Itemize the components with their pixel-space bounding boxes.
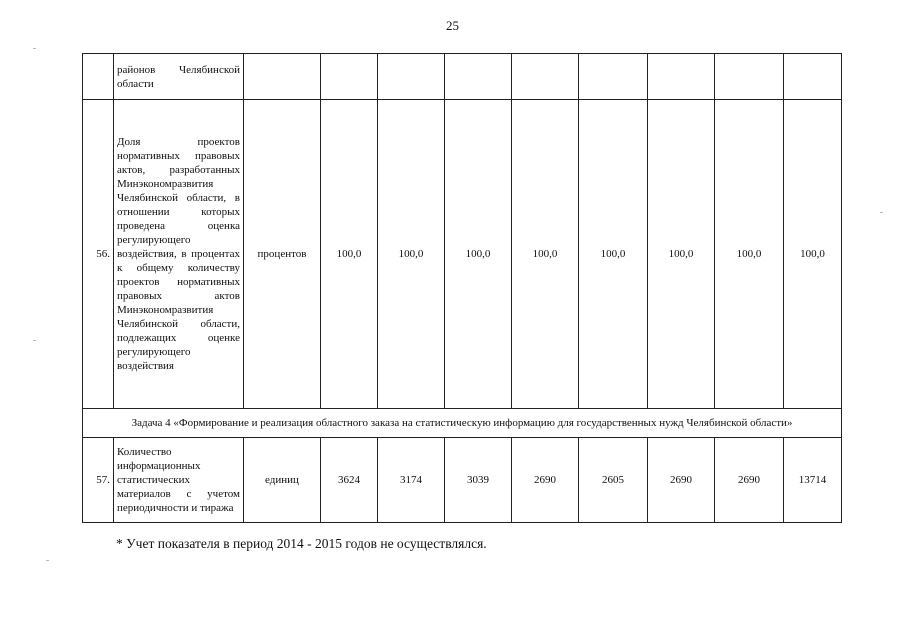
scan-speck bbox=[33, 48, 36, 49]
value-cell: 3174 bbox=[378, 438, 445, 523]
value-cell: 100,0 bbox=[784, 100, 842, 409]
value-cell: 2690 bbox=[512, 438, 579, 523]
value-cell bbox=[579, 54, 648, 100]
value-cell: 100,0 bbox=[648, 100, 715, 409]
indicator-name: Доля проектов нормативных правовых актов, разработанных Минэкономразвития Челябинской области, в отношении которых проведена оценка регулирующего воздействия, в процентах к общему количеству проектов нормативных правовых актов Минэкономразвития Челябинской области, подлежащих оценке регулирующего воздействия bbox=[114, 100, 244, 409]
value-cell: 3624 bbox=[321, 438, 378, 523]
value-cell: 2605 bbox=[579, 438, 648, 523]
unit-cell bbox=[244, 54, 321, 100]
task-heading: Задача 4 «Формирование и реализация областного заказа на статистическую информацию для государственных нужд Челябинской области» bbox=[83, 409, 842, 438]
unit-cell: процентов bbox=[244, 100, 321, 409]
value-cell: 100,0 bbox=[378, 100, 445, 409]
indicator-name: районов Челябинской области bbox=[114, 54, 244, 100]
value-cell: 100,0 bbox=[512, 100, 579, 409]
page-number: 25 bbox=[446, 18, 459, 33]
value-cell bbox=[784, 54, 842, 100]
value-cell: 100,0 bbox=[579, 100, 648, 409]
table-row-continuation bbox=[83, 54, 842, 100]
value-cell bbox=[648, 54, 715, 100]
footnote: * Учет показателя в период 2014 - 2015 годов не осуществлялся. bbox=[116, 536, 487, 551]
indicator-name: Количество информационных статистических материалов с учетом периодичности и тиража bbox=[114, 438, 244, 523]
unit-cell: единиц bbox=[244, 438, 321, 523]
value-cell: 3039 bbox=[445, 438, 512, 523]
indicators-table bbox=[82, 53, 842, 523]
row-number: 57. bbox=[83, 438, 114, 523]
table-row-task-4 bbox=[83, 409, 842, 438]
scan-speck bbox=[33, 340, 36, 341]
value-cell bbox=[715, 54, 784, 100]
row-number: 56. bbox=[83, 100, 114, 409]
table-row-indicator-56 bbox=[83, 100, 842, 409]
row-number bbox=[83, 54, 114, 100]
value-cell bbox=[378, 54, 445, 100]
scan-speck bbox=[880, 212, 883, 213]
value-cell: 100,0 bbox=[715, 100, 784, 409]
table-row-indicator-57 bbox=[83, 438, 842, 523]
value-cell: 100,0 bbox=[445, 100, 512, 409]
value-cell bbox=[445, 54, 512, 100]
value-cell: 2690 bbox=[715, 438, 784, 523]
scan-speck bbox=[46, 560, 49, 561]
value-cell bbox=[512, 54, 579, 100]
value-cell bbox=[321, 54, 378, 100]
value-cell: 2690 bbox=[648, 438, 715, 523]
value-cell: 13714 bbox=[784, 438, 842, 523]
value-cell: 100,0 bbox=[321, 100, 378, 409]
